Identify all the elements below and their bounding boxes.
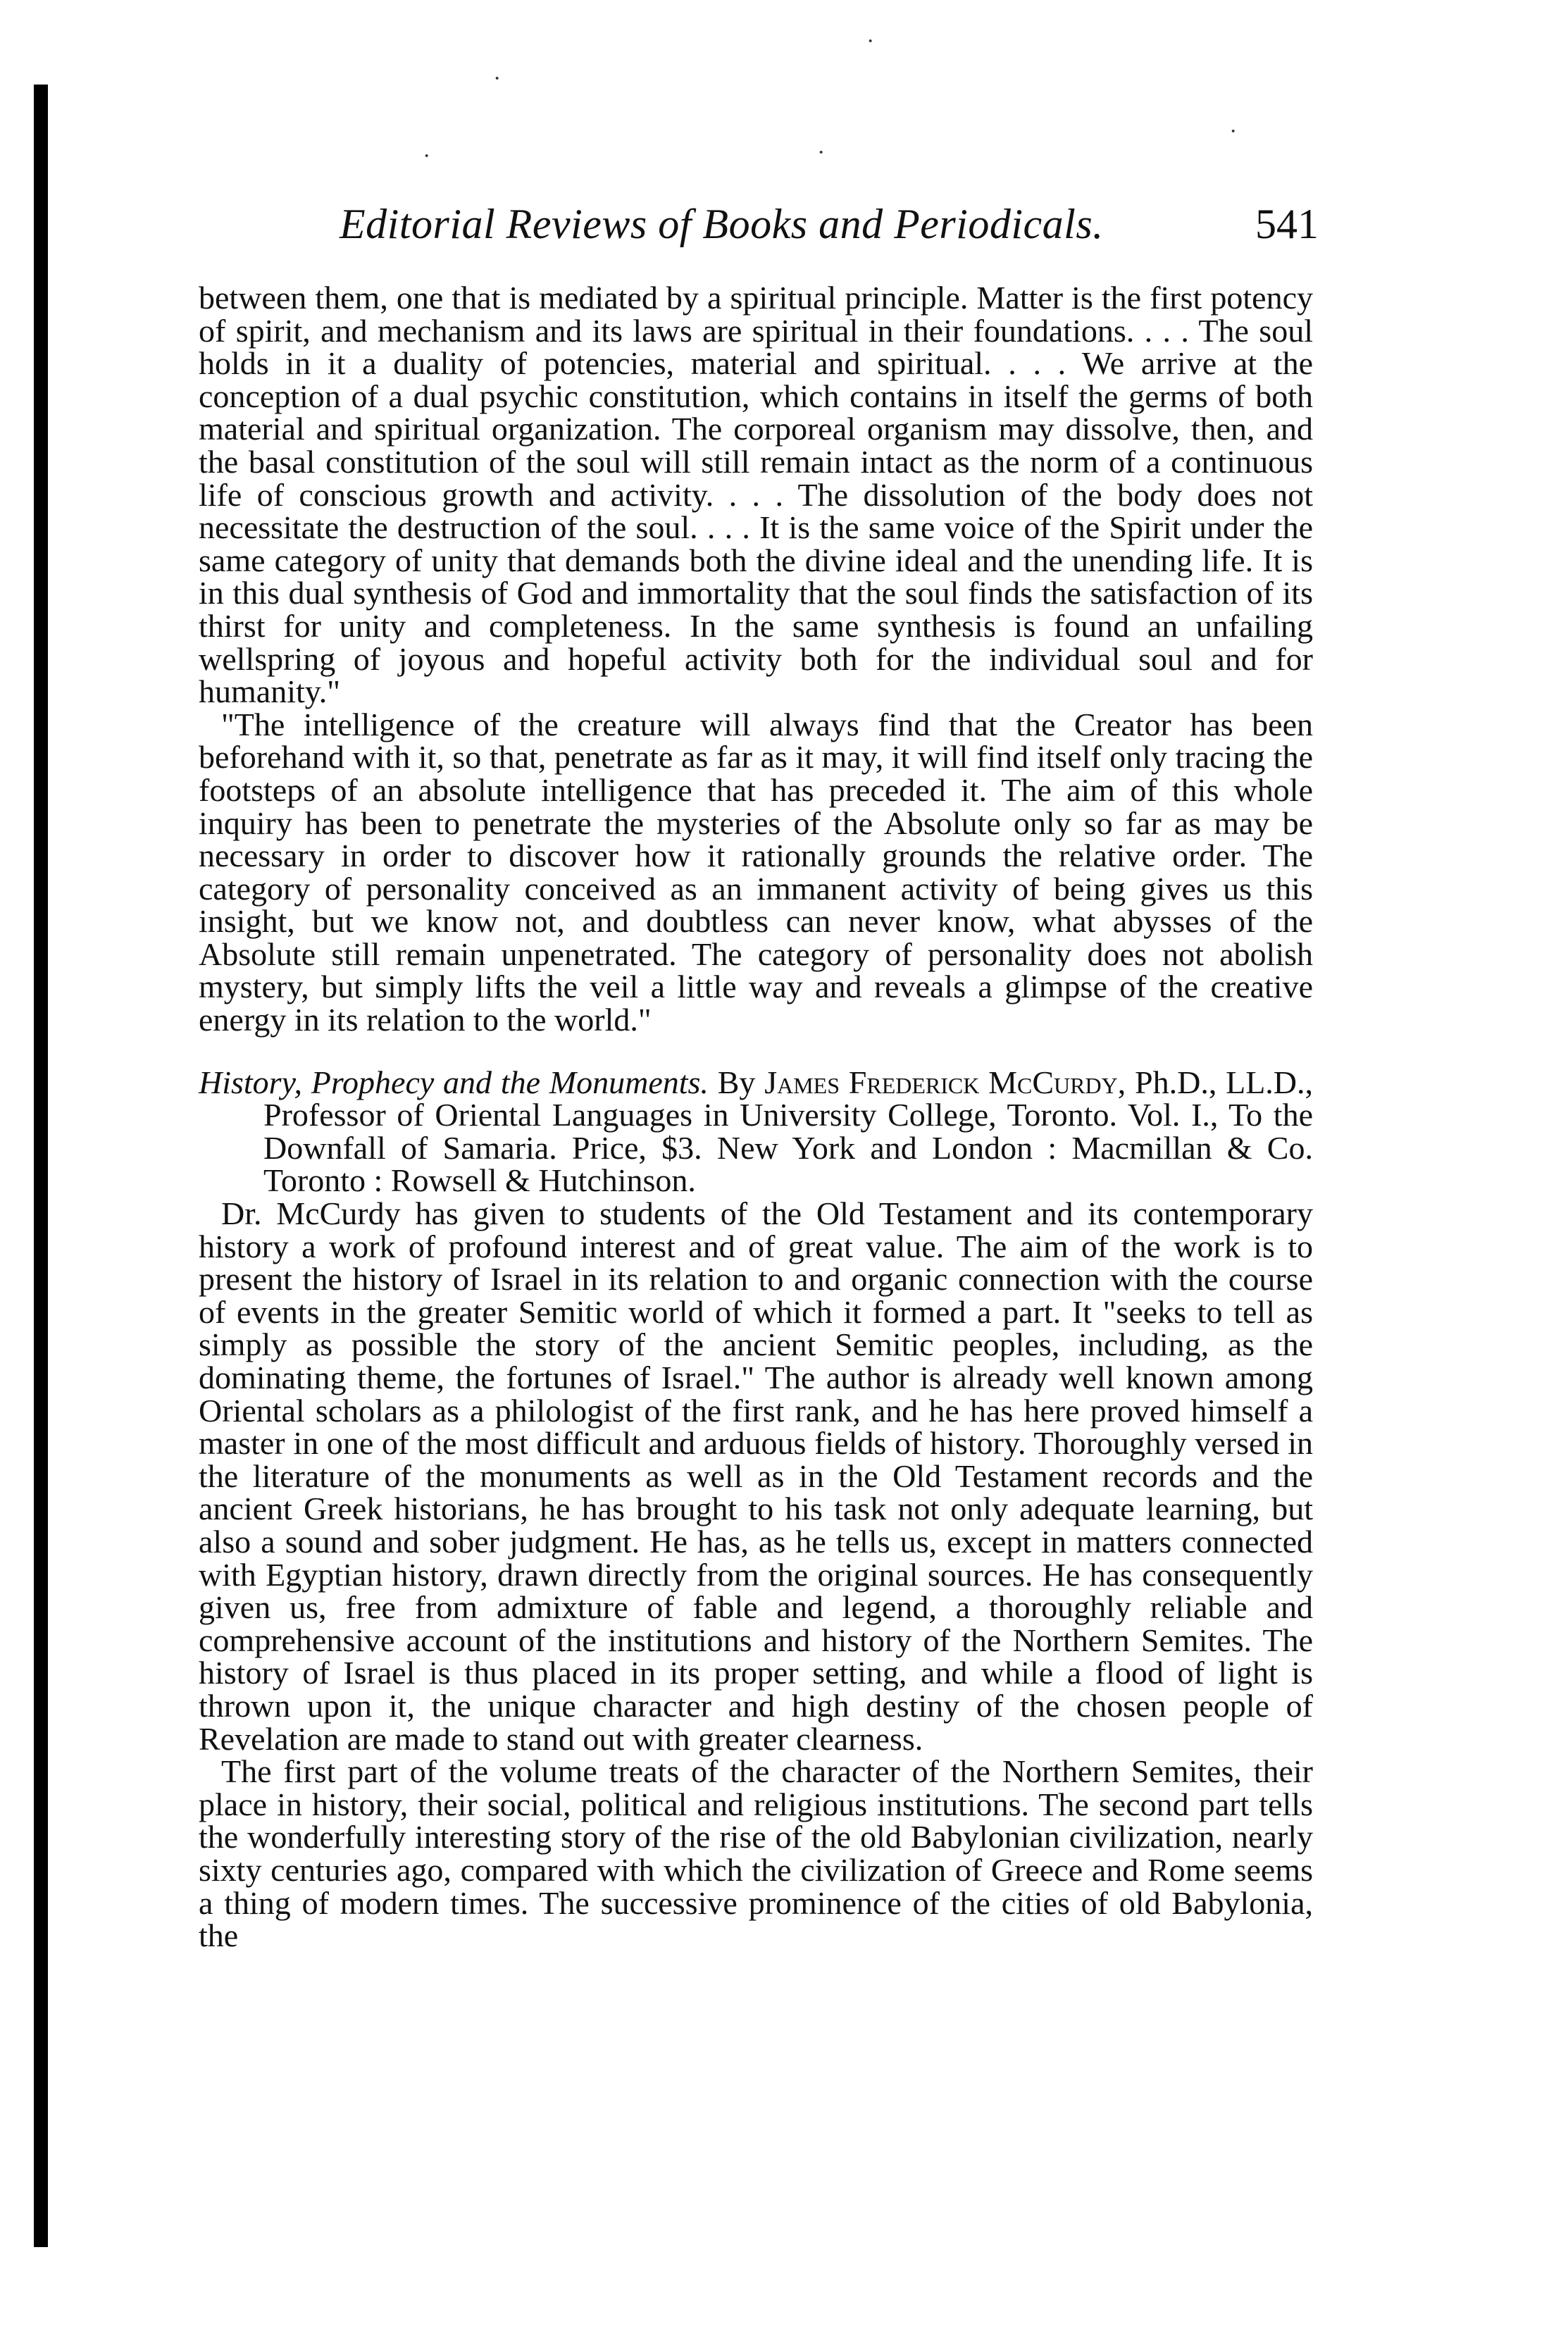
running-header — [199, 196, 1319, 252]
book-citation — [199, 1066, 1313, 1198]
scan-speck: · — [817, 139, 826, 166]
quote-paragraph: between them, one that is mediated by a spiritual principle. Matter is the first potency of spirit, and mechanism and its laws are spiritual in their foundations. . . . The soul holds in it a duality of potencies, material and spiritual. . . . We arrive at the conception of a dual psychic constitution, which contains in itself the germs of both material and spiritual organization. The corporeal organism may dissolve, then, and the basal constitution of the soul will still remain intact as the norm of a continuous life of conscious growth and activity. . . . The dissolution of the body does not necessitate the destruction of the soul. . . . It is the same voice of the Spirit under the same category of unity that demands both the divine ideal and the unending life. It is in this dual synthesis of God and immortality that the soul finds the satisfaction of its thirst for unity and completeness. In the same synthesis is found an unfailing wellspring of joyous and hopeful activity both for the individual soul and for humanity." — [199, 280, 1313, 710]
scan-speck: · — [866, 28, 875, 54]
book-details: Ph.D., LL.D., Professor of Oriental Languages in University College, Toronto. Vol. I., To the Downfall of Samaria. Price, $3. New York and London : Macmillan & Co. Toronto : Rowsell & Hutchinson. — [263, 1064, 1314, 1199]
page-number: 541 — [1255, 201, 1319, 247]
scan-speck: · — [493, 66, 502, 92]
scan-speck: · — [423, 143, 431, 169]
quote-paragraph: "The intelligence of the creature will always find that the Creator has been beforehand with it, so that, penetrate as far as it may, it will find itself only tracing the footsteps of an absolute intelligence that has preceded it. The aim of this whole inquiry has been to penetrate the mysteries of the Absolute only so far as may be necessary in order to discover how it rationally grounds the relative order. The category of personality conceived as an immanent activity of being gives us this insight, but we know not, and doubtless can never know, what abysses of the Absolute still remain unpenetrated. The category of personality does not abolish mystery, but simply lifts the veil a little way and reveals a glimpse of the creative energy in its relation to the world." — [199, 706, 1313, 1038]
page-binding-edge — [34, 85, 48, 2247]
book-title: History, Prophecy and the Monuments. — [199, 1064, 709, 1100]
review-paragraph: Dr. McCurdy has given to students of the Old Testament and its contemporary history a work of profound interest and of great value. The aim of the work is to present the history of Israel in its relation to and organic connection with the course of events in the greater Semitic world of which it formed a part. It "seeks to tell as simply as possible the story of the ancient Semitic peoples, including, as the dominating theme, the fortunes of Israel." The author is already well known among Oriental scholars as a philologist of the first rank, and he has here proved himself a master in one of the most difficult and arduous fields of history. Thoroughly versed in the literature of the monuments as well as in the Old Testament records and the ancient Greek historians, he has brought to his task not only adequate learning, but also a sound and sober judgment. He has, as he tells us, except in matters connected with Egyptian history, drawn directly from the original sources. He has consequently given us, free from admixture of fable and legend, a thoroughly reliable and comprehensive account of the institutions and history of the Northern Semites. The history of Israel is thus placed in its proper setting, and while a flood of light is thrown upon it, the unique character and high destiny of the chosen people of Revelation are made to stand out with greater clearness. — [199, 1195, 1313, 1757]
running-title: Editorial Reviews of Books and Periodicals. — [340, 201, 1104, 247]
scan-speck: · — [1229, 118, 1238, 144]
review-paragraph: The first part of the volume treats of the character of the Northern Semites, their place in history, their social, political and religious institutions. The second part tells the wonderfully interesting story of the rise of the old Babylonian civilization, nearly sixty centuries ago, compared with which the civilization of Greece and Rome seems a thing of modern times. The successive prominence of the cities of old Babylonia, the — [199, 1753, 1313, 1954]
book-author: James Frederick McCurdy, — [764, 1064, 1126, 1100]
book-by: By — [717, 1064, 756, 1100]
page-body — [199, 282, 1313, 1953]
